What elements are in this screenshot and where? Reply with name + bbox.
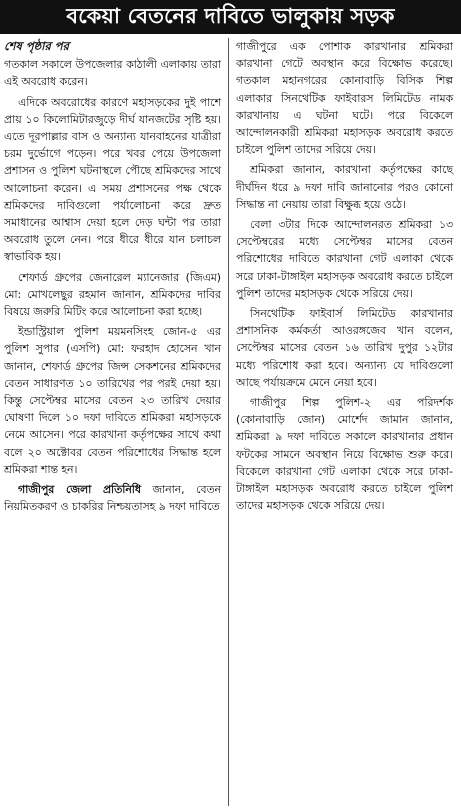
paragraph: বেলা ৩টার দিকে আন্দোলনরত শ্রমিকরা ১৩ সেপ্টেম্বরের মধ্যে সেপ্টেম্বর মাসের বেতন পরিশোধের দাবিতে কারখানা গেট এলাকা থেকে সরে ঢাকা-টাঙ্গাইল মহাসড়ক অবরোধ করতে চাইলে পুলিশ তাদের মহাসড়ক থেকে সরিয়ে দেয়।: [236, 218, 453, 300]
left-column: [4, 38, 221, 518]
paragraph: ইন্ডাস্ট্রিয়াল পুলিশ ময়মনসিংহ জোন-৫ এর পুলিশ সুপার (এসপি) মো: ফরহাদ হোসেন খান জানান, শেফার্ড গ্রুপের জিন্স সেকশনের শ্রমিকদের বেতন সাধারণত ১০ তারিখের পর পরই দেয়া হয়। কিন্তু সেপ্টেম্বর মাসের বেতন ২৩ তারিখ দেয়ার ঘোষণা দিলে ১০ দফা দাবিতে শ্রমিকরা মহাসড়কে নেমে আসেন। পরে কারখানা কর্তৃপক্ষের সাথে কথা বলে ২০ অক্টোবর বেতন পরিশোধের সিদ্ধান্ত হলে শ্রমিকরা শান্ত হন।: [4, 325, 221, 476]
paragraph: শ্রমিকরা জানান, কারখানা কর্তৃপক্ষের কাছে দীর্ঘদিন ধরে ৯ দফা দাবি জানানোর পরও কোনো সিদ্ধান্ত না নেয়ায় তারা বিক্ষুব্ধ হয়ে ওঠে।: [236, 163, 453, 211]
continued-label: শেষ পৃষ্ঠার পর: [4, 39, 69, 53]
paragraph: এদিকে অবরোধের কারণে মহাসড়কের দুই পাশে প্রায় ১০ কিলোমিটারজুড়ে দীর্ঘ যানজটের সৃষ্টি হয়। এতে দূরপাল্লার বাস ও অন্যান্য যানবাহনের যাত্রীরা চরম দুর্ভোগে পড়েন। পরে খবর পেয়ে উপজেলা প্রশাসন ও পুলিশ ঘটনাস্থলে পৌছে শ্রমিকদের সাথে আলোচনা করেন। এ সময় প্রশাসনের পক্ষ থেকে শ্রমিকদের দাবিগুলো পর্যালোচনা করে দ্রুত সমাধানের আশ্বাস দেয়া হলে দেড় ঘন্টা পর তারা অবরোধ তুলে নেন। পরে ধীরে ধীরে যান চলাচল স্বাভাবিক হয়।: [4, 95, 221, 264]
byline: গাজীপুর জেলা প্রতিনিধি: [18, 483, 141, 497]
paragraph: সিনথেটিক ফাইবার্স লিমিটেড কারখানার প্রশাসনিক কর্মকর্তা আওরঙ্গজেব খান বলেন, সেপ্টেম্বর মাসের বেতন ১৬ তারিখ দুপুর ১২টার মধ্যে পরিশোধ করা হবে। অন্যান্য যে দাবিগুলো আছে পর্যায়ক্রমে মেনে নেয়া হবে।: [236, 307, 453, 389]
byline-text: জানান, বেতন নিয়মিতকরণ ও চাকরির নিশ্চয়তাসহ ৯ দফা দাবিতে: [4, 483, 221, 514]
paragraph: শেফার্ড গ্রুপের জেনারেল ম্যানেজার (জিএম) মো: মোখলেছুর রহমান জানান, শ্রমিকদের দাবির বিষয়ে জরুরি মিটিং করে আলোচনা করা হচ্ছে।: [4, 270, 221, 319]
byline-paragraph: [4, 481, 221, 515]
right-column: [236, 38, 453, 517]
paragraph: গতকাল সকালে উপজেলার কাঠালী এলাকায় তারা এই অবরোধ করেন।: [4, 58, 221, 89]
column-divider: [228, 38, 229, 806]
paragraph: গাজীপুর শিল্প পুলিশ-২ এর পরিদর্শক (কোনাবাড়ি জোন) মোর্শেদ জামান জানান, শ্রমিকরা ৯ দফা দাবিতে সকালে কারখানার প্রধান ফটকের সামনে অবস্থান নিয়ে বিক্ষোভ শুরু করে। বিকেলে কারখানা গেট এলাকা থেকে সরে ঢাকা-টাঙ্গাইল মহাসড়ক অবরোধ করতে চাইলে পুলিশ তাদের মহাসড়ক থেকে সরিয়ে দেয়।: [236, 396, 453, 513]
paragraph: গাজীপুরে এক পোশাক কারখানার শ্রমিকরা কারখানা গেটে অবস্থান করে বিক্ষোভ করেছে। গতকাল মহানগরের কোনাবাড়ি বিসিক শিল্প এলাকার সিনথেটিক ফাইবারস লিমিটেড নামক কারখানায় এ ঘটনা ঘটে। পরে বিকেলে আন্দোলনকারী শ্রমিকরা মহাসড়ক অবরোধ করতে চাইলে পুলিশ তাদের সরিয়ে দেয়।: [236, 40, 453, 157]
headline: বকেয়া বেতনের দাবিতে ভালুকায় সড়ক: [0, 0, 461, 34]
